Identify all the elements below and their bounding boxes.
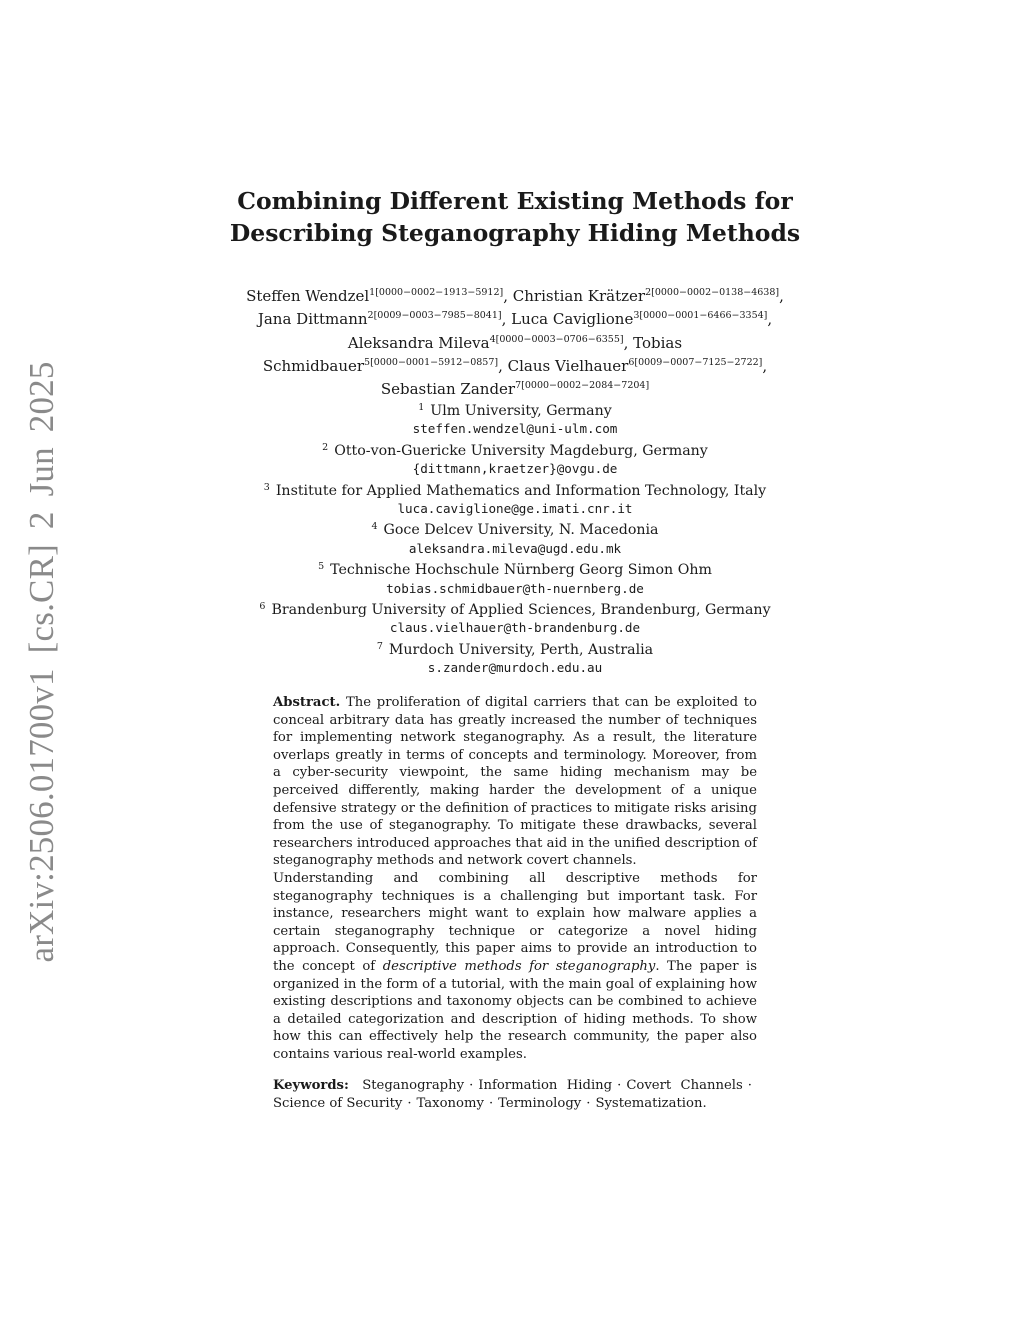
author-line-2 (180, 306, 850, 329)
author-orcid: 2[0009−0003−7985−8041] (367, 310, 502, 322)
affiliation-email[interactable]: aleksandra.mileva@ugd.edu.mk (408, 540, 622, 556)
affiliation-email[interactable]: {dittmann,kraetzer}@ovgu.de (412, 461, 618, 477)
keyword-separator: · (488, 1095, 494, 1111)
keyword-separator: · (469, 1078, 474, 1093)
author-name: , Christian Krätzer (503, 287, 646, 305)
keyword-separator: · (586, 1095, 591, 1111)
title-line-2: Describing Steganography Hiding Methods (229, 219, 801, 247)
abstract (273, 694, 757, 1063)
author-orcid: 2[0000−0002−0138−4638] (645, 287, 780, 298)
author-orcid: 6[0009−0007−7125−2722] (628, 356, 763, 368)
author-name: Sebastian Zander (380, 380, 516, 399)
abstract-paragraph-1 (273, 694, 757, 870)
affiliation-name: $^1$ Ulm University, Germany (418, 402, 612, 419)
affiliation-list (180, 399, 850, 678)
author-orcid: 3[0000−0001−6466−3354] (633, 310, 768, 322)
affiliation-name: $^4$ Goce Delcev University, N. Macedonia (371, 521, 659, 539)
author-line-5 (180, 376, 850, 399)
keyword: Taxonomy (416, 1095, 484, 1111)
author-separator: , (762, 356, 768, 375)
affiliation-name: $^7$ Murdoch University, Perth, Australia (376, 640, 654, 658)
abstract-text: . The paper is organized in the form of a tutorial, with the main goal of explaining how existing descriptions and taxonomy objects can be combined to achieve a detailed categorization and description of hiding methods. To show how this can effectively help the research community, the paper also contains various real-world examples. (273, 958, 757, 1062)
abstract-emphasis: descriptive methods for steganography (382, 958, 656, 974)
keyword-separator: · (747, 1078, 752, 1093)
affiliation-email[interactable]: claus.vielhauer@th-brandenburg.de (389, 620, 641, 636)
author-name: Aleksandra Mileva (347, 333, 490, 352)
affiliation-number: 1 (418, 402, 425, 413)
keyword: Systematization. (595, 1095, 707, 1111)
abstract-paragraph-2 (273, 870, 757, 1064)
keywords (273, 1077, 757, 1112)
keyword: Information Hiding (478, 1078, 613, 1093)
author-name: , Claus Vielhauer (498, 356, 629, 375)
author-orcid: 7[0000−0002−2084−7204] (515, 380, 650, 392)
affiliation-number: 7 (376, 640, 383, 652)
author-separator: , (767, 310, 773, 329)
affiliation-email[interactable]: tobias.schmidbauer@th-nuernberg.de (386, 580, 644, 596)
author-line-3 (180, 330, 850, 353)
keyword: Terminology (498, 1095, 582, 1111)
keyword: Science of Security (273, 1095, 403, 1111)
author-name: Steffen Wendzel (246, 287, 370, 305)
keyword-separator: · (617, 1078, 622, 1093)
affiliation-name: $^2$ Otto-von-Guericke University Magdeburg, Germany (322, 441, 708, 459)
affiliation-email[interactable]: steffen.wendzel@uni-ulm.com (412, 421, 618, 437)
arxiv-identifier[interactable]: arXiv:2506.01700v1 [cs.CR] 2 Jun 2025 (22, 361, 61, 963)
author-separator: , (779, 287, 784, 305)
author-name: Schmidbauer (262, 356, 365, 375)
keywords-label: Keywords: (273, 1078, 349, 1093)
affiliation-name: $^6$ Brandenburg University of Applied Sciences, Brandenburg, Germany (259, 601, 771, 619)
abstract-text: Understanding and combining all descriptive methods for steganography techniques is a challenging but important task. For instance, researchers might want to explain how malware applies a certain steganography technique or categorize a novel hiding approach. Consequently, this paper aims to provide an introduction to the concept of (273, 870, 757, 974)
keyword-separator: · (407, 1095, 412, 1111)
affiliation-number: 2 (322, 441, 329, 453)
paper-title (180, 185, 850, 249)
author-orcid: 4[0000−0003−0706−6355] (489, 333, 624, 345)
author-line-4 (180, 353, 850, 376)
abstract-text: The proliferation of digital carriers that can be exploited to conceal arbitrary data has greatly increased the number of techniques for implementing network steganography. As a result, the literature overlaps greatly in terms of concepts and terminology. Moreover, from a cyber-security viewpoint, the same hiding mechanism may be perceived differently, making harder the development of a unique defensive strategy or the definition of practices to mitigate risks arising from the use of steganography. To mitigate these drawbacks, several researchers introduced approaches that aid in the unified description of steganography methods and network covert channels. (273, 695, 757, 869)
affiliation-email[interactable]: luca.caviglione@ge.imati.cnr.it (397, 501, 633, 517)
affiliation-number: 4 (371, 521, 378, 533)
affiliation-number: 3 (263, 481, 270, 493)
keyword: Covert Channels (626, 1078, 743, 1093)
author-orcid: 5[0000−0001−5912−0857] (364, 356, 499, 368)
affiliation-number: 5 (318, 561, 325, 573)
affiliation-email[interactable]: s.zander@murdoch.edu.au (427, 660, 603, 676)
author-orcid: 1[0000−0002−1913−5912] (369, 287, 504, 298)
title-line-1: Combining Different Existing Methods for (237, 187, 793, 215)
author-name: Jana Dittmann (257, 310, 368, 329)
author-line-1 (180, 283, 850, 306)
affiliation-name: $^3$ Institute for Applied Mathematics and Information Technology, Italy (263, 481, 767, 499)
author-name: , Tobias (623, 333, 683, 352)
affiliation-number: 6 (259, 601, 266, 613)
author-list (180, 283, 850, 399)
keyword: Steganography (362, 1078, 465, 1093)
abstract-label: Abstract. (273, 695, 341, 710)
author-name: , Luca Caviglione (501, 310, 634, 329)
affiliation-name: $^5$ Technische Hochschule Nürnberg Georg Simon Ohm (318, 561, 712, 579)
